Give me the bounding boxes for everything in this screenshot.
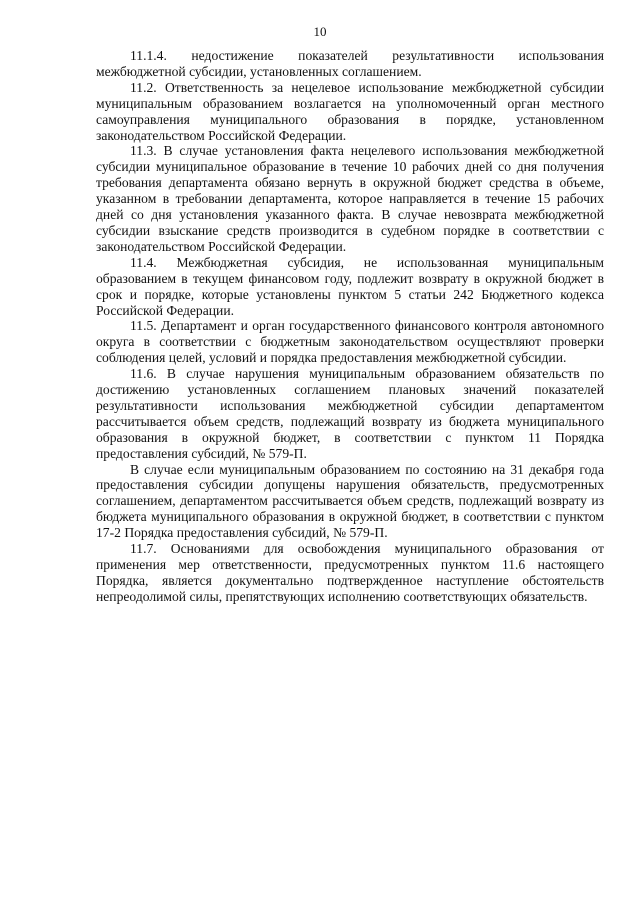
document-body — [96, 48, 604, 605]
paragraph-11-3: 11.3. В случае установления факта нецелевого использования межбюджетной субсидии муниципальное образование в течение 10 рабочих дней со дня получения требования департамента обязано вернуть в окружной бюджет средства в объеме, указанном в требовании департамента, которое направляется в течение 15 рабочих дней со дня установления указанного факта. В случае невозврата межбюджетной субсидии взыскание средств производится в судебном порядке в соответствии с законодательством Российской Федерации. — [96, 143, 604, 254]
paragraph-11-6-continued: В случае если муниципальным образованием по состоянию на 31 декабря года предоставления субсидии допущены нарушения обязательств, предусмотренных соглашением, департаментом рассчитывается объем средств, подлежащий возврату из бюджета муниципального образования в окружной бюджет, в соответствии с пунктом 17-2 Порядка предоставления субсидий, № 579-П. — [96, 461, 604, 541]
paragraph-11-7: 11.7. Основаниями для освобождения муниципального образования от применения мер ответственности, предусмотренных пунктом 11.6 настоящего Порядка, является документально подтвержденное наступление обстоятельств непреодолимой силы, препятствующих исполнению соответствующих обязательств. — [96, 541, 604, 604]
paragraph-11-5: 11.5. Департамент и орган государственного финансового контроля автономного округа в соответствии с бюджетным законодательством осуществляют проверки соблюдения целей, условий и порядка предоставления межбюджетной субсидии. — [96, 318, 604, 366]
page-number: 10 — [313, 24, 327, 39]
paragraph-11-1-4: 11.1.4. недостижение показателей результативности использования межбюджетной субсидии, установленных соглашением. — [96, 48, 604, 79]
paragraph-11-2: 11.2. Ответственность за нецелевое использование межбюджетной субсидии муниципальным образованием возлагается на уполномоченный орган местного самоуправления муниципального образования в порядке, установленном законодательством Российской Федерации. — [96, 79, 604, 143]
paragraph-11-6: 11.6. В случае нарушения муниципальным образованием обязательств по достижению установленных соглашением плановых значений показателей результативности использования межбюджетной субсидии департаментом рассчитывается объем средств, подлежащий возврату из бюджета муниципального образования в окружной бюджет, в соответствии с пунктом 11 Порядка предоставления субсидий, № 579-П. — [96, 366, 604, 461]
paragraph-11-4: 11.4. Межбюджетная субсидия, не использованная муниципальным образованием в текущем финансовом году, подлежит возврату в окружной бюджет в срок и порядке, которые установлены пунктом 5 статьи 242 Бюджетного кодекса Российской Федерации. — [96, 254, 604, 318]
